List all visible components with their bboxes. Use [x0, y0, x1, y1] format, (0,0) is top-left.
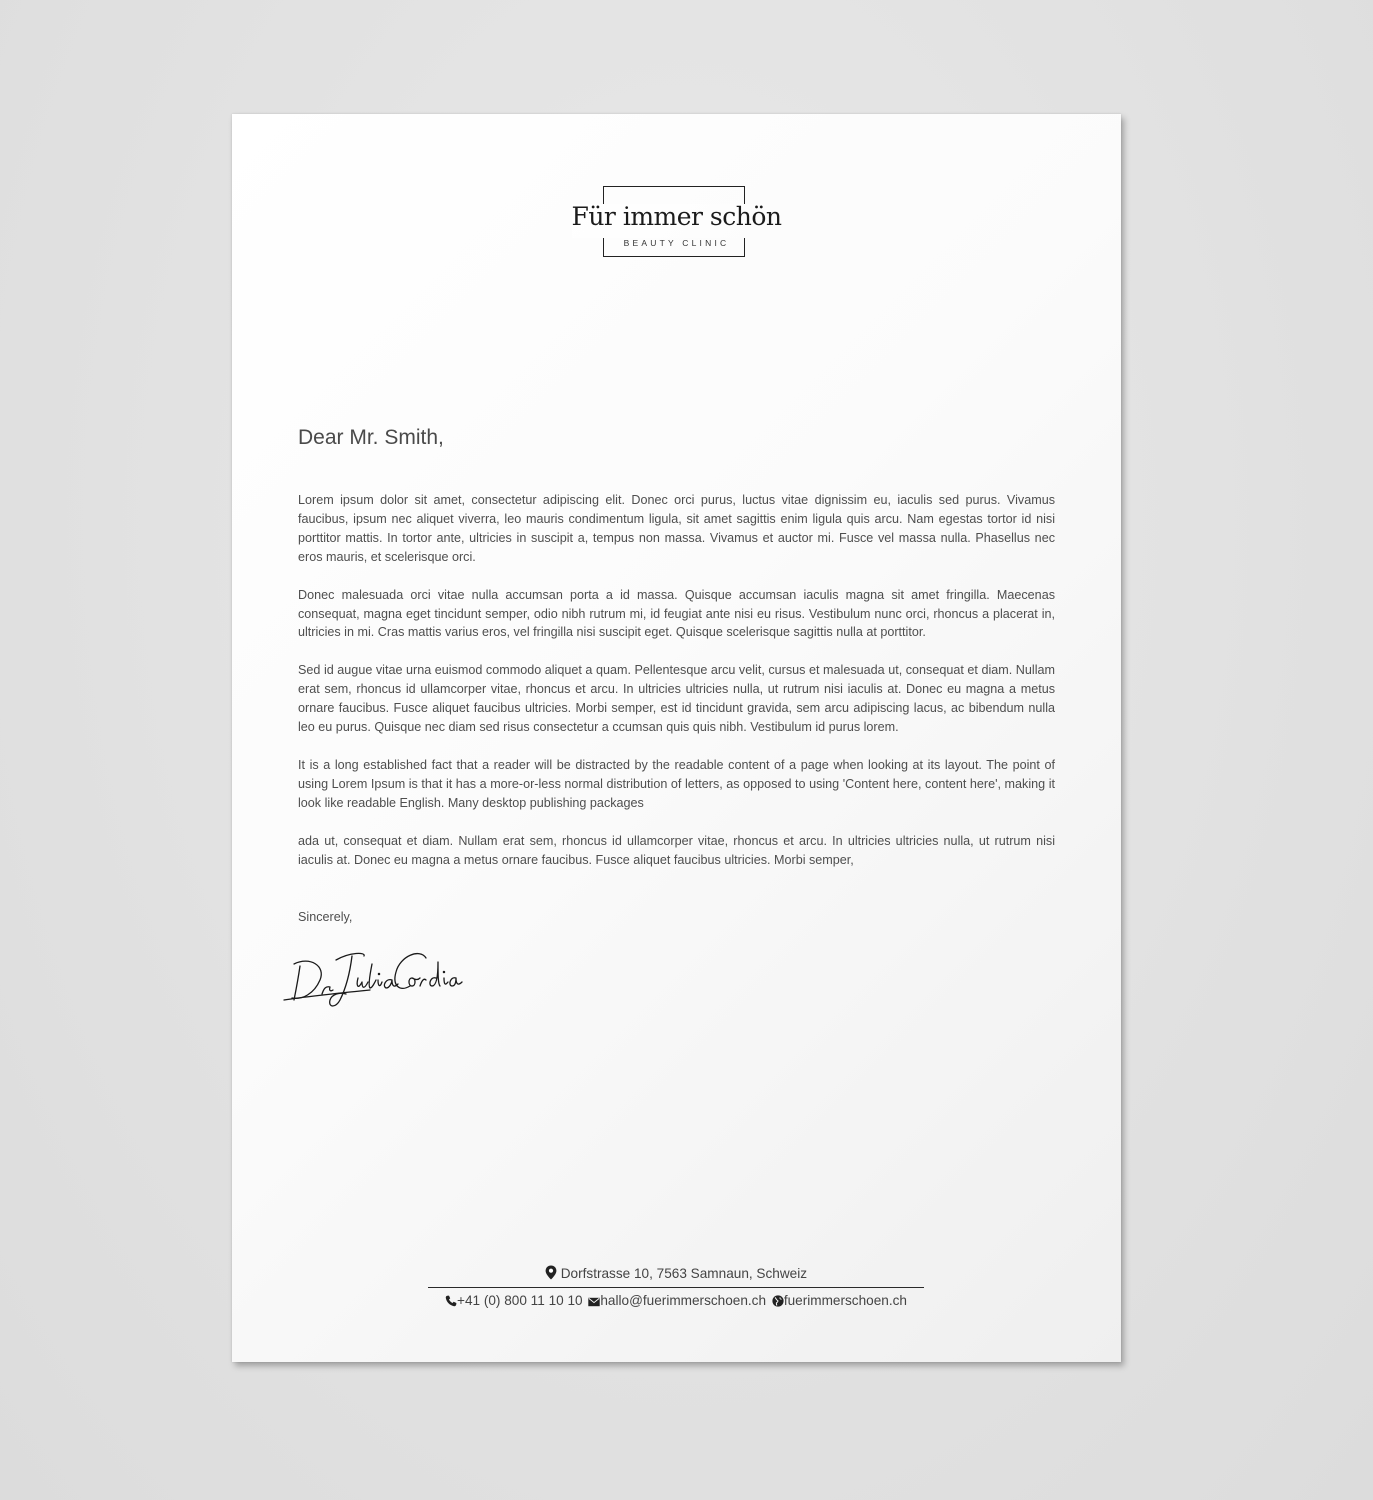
clinic-logo — [232, 186, 1121, 260]
phone-icon — [445, 1295, 457, 1307]
letterhead-footer — [428, 1264, 924, 1311]
map-pin-icon — [545, 1265, 557, 1280]
body-paragraph: ada ut, consequat et diam. Nullam erat sem, rhoncus id ullamcorper vitae, rhoncus et arcu. In ultricies ultricies nulla, ut rutrum nisi iaculis at. Donec eu magna a metus ornare faucibus. Fusce aliquet faucibus ultricies. Morbi semper, — [298, 833, 1055, 867]
logo-title: Für immer schön — [571, 202, 782, 231]
footer-address-row — [428, 1264, 924, 1286]
logo-subtitle: BEAUTY CLINIC — [623, 238, 730, 248]
body-paragraph: It is a long established fact that a reader will be distracted by the readable content of a page when looking at its layout. The point of using Lorem Ipsum is that it has a more-or-less normal distribution of letters, as opposed to using 'Content here, content here', making it look like readable English. Many desktop publishing packages — [298, 757, 1055, 810]
letter-closing: Sincerely, — [298, 910, 353, 924]
letter-body — [298, 491, 1055, 889]
body-paragraph: Donec malesuada orci vitae nulla accumsan porta a id massa. Quisque accumsan iaculis magna sit amet fringilla. Maecenas consequat, magna eget tincidunt semper, odio nibh rutrum mi, id feugiat ante nisi eu risus. Vestibulum nunc orci, rhoncus a placerat in, ultricies in mi. Cras mattis varius eros, vel fringilla nisi suscipit eget. Quisque scelerisque sagittis nulla at porttitor. — [298, 587, 1055, 640]
body-paragraph: Sed id augue vitae urna euismod commodo aliquet a quam. Pellentesque arcu velit, cursus et malesuada ut, consequat et diam. Nullam erat sem, rhoncus id ullamcorper vitae, rhoncus et arcu. In ultricies ultricies nulla, ut rutrum nisi iaculis at. Donec eu magna a metus ornare faucibus. Fusce aliquet faucibus ultricies. Morbi semper, est id tincidunt gravida, sem arcu adipiscing lacus, ac bibendum nulla leo eu purus. Quisque nec diam sed risus consectetur a ccumsan quis quis nibh. Vestibulum id purus lorem. — [298, 663, 1055, 735]
footer-website-item[interactable] — [772, 1293, 907, 1308]
globe-icon — [772, 1295, 784, 1307]
footer-email-item[interactable] — [588, 1293, 769, 1308]
footer-email: hallo@fuerimmerschoen.ch — [600, 1293, 767, 1308]
letter-greeting: Dear Mr. Smith, — [298, 426, 444, 449]
envelope-icon — [588, 1297, 600, 1307]
letterhead-page — [232, 114, 1121, 1362]
footer-phone: +41 (0) 800 11 10 10 — [457, 1293, 583, 1308]
footer-address: Dorfstrasse 10, 7563 Samnaun, Schweiz — [560, 1266, 808, 1281]
footer-contact-row — [428, 1291, 924, 1311]
footer-phone-item[interactable] — [445, 1293, 586, 1308]
body-paragraph: Lorem ipsum dolor sit amet, consectetur adipiscing elit. Donec orci purus, luctus vitae dignissim eu, iaculis sed purus. Vivamus faucibus, ipsum nec aliquet viverra, leo mauris condimentum ligula, sit amet sagittis enim ligula quis arcu. Nam egestas tortor id nisi porttitor mattis. In tortor ante, ultricies in suscipit a, tempus non massa. Vivamus et auctor mi. Fusce vel massa nulla. Phasellus nec eros mauris, et scelerisque orci. — [298, 493, 1055, 564]
footer-website: fuerimmerschoen.ch — [783, 1293, 907, 1308]
handwritten-signature — [280, 938, 470, 1010]
footer-divider — [428, 1287, 924, 1288]
